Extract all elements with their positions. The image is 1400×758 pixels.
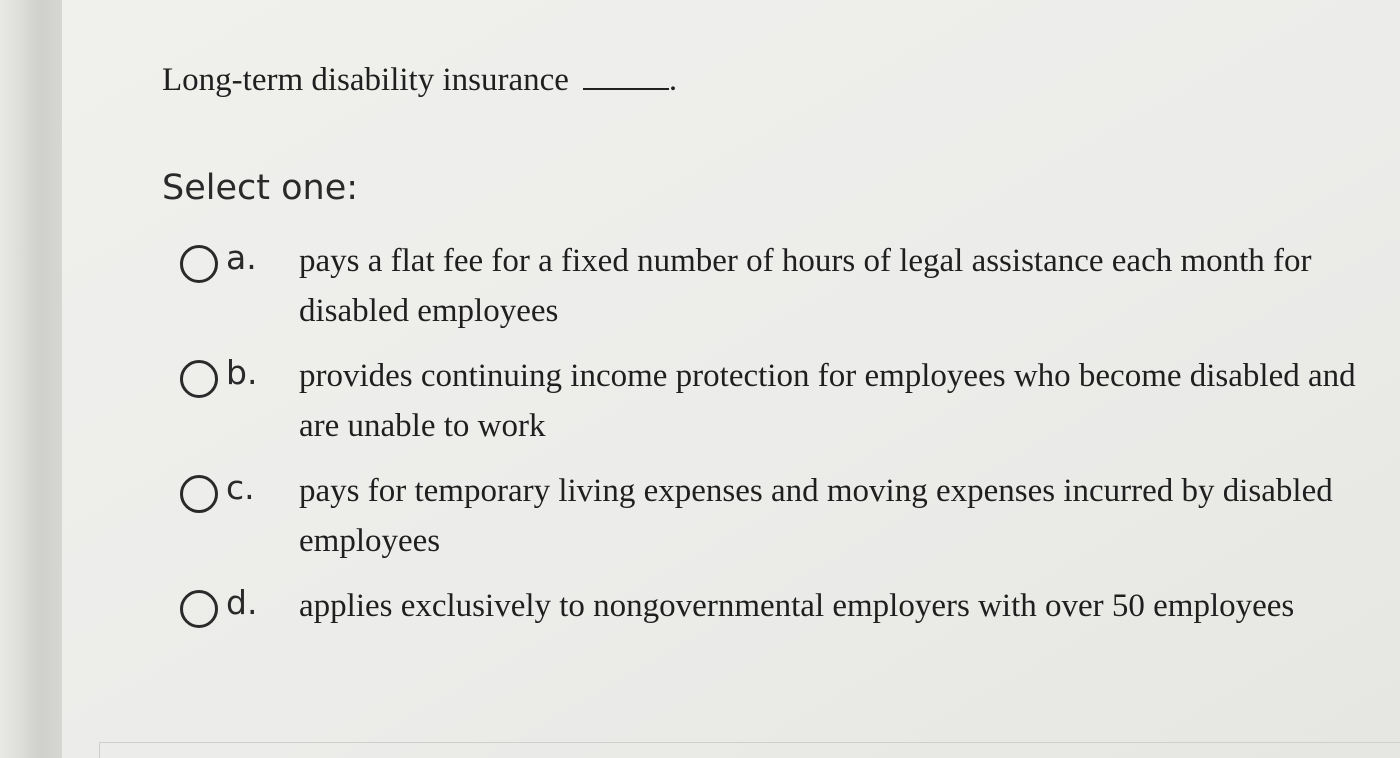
card-footer-edge — [99, 742, 100, 758]
card-footer-line — [100, 742, 1400, 743]
option-text-a[interactable]: pays a flat fee for a fixed number of hours of legal assistance each month for disabled employees — [299, 243, 1312, 329]
radio-button-a[interactable] — [180, 245, 218, 283]
option-d[interactable] — [180, 583, 1380, 697]
radio-button-c[interactable] — [180, 475, 218, 513]
option-a[interactable] — [180, 238, 1380, 352]
question-stem: Long-term disability insurance — [162, 62, 569, 98]
option-letter-c: c. — [226, 468, 255, 507]
option-letter-a: a. — [226, 238, 257, 277]
option-b[interactable] — [180, 353, 1380, 467]
question-end-mark: . — [668, 62, 678, 98]
question-text — [162, 58, 677, 99]
option-text-c[interactable]: pays for temporary living expenses and moving expenses incurred by disabled employees — [299, 473, 1333, 559]
select-one-prompt: Select one: — [162, 168, 359, 208]
option-letter-d: d. — [226, 583, 258, 622]
option-text-b[interactable]: provides continuing income protection for employees who become disabled and are unable to work — [299, 358, 1356, 444]
option-letter-b: b. — [226, 353, 258, 392]
radio-button-b[interactable] — [180, 360, 218, 398]
radio-button-d[interactable] — [180, 590, 218, 628]
option-c[interactable] — [180, 468, 1380, 582]
option-text-d[interactable]: applies exclusively to nongovernmental employers with over 50 employees — [299, 588, 1295, 624]
left-sidebar-strip — [0, 0, 62, 758]
fill-in-blank — [583, 58, 669, 90]
